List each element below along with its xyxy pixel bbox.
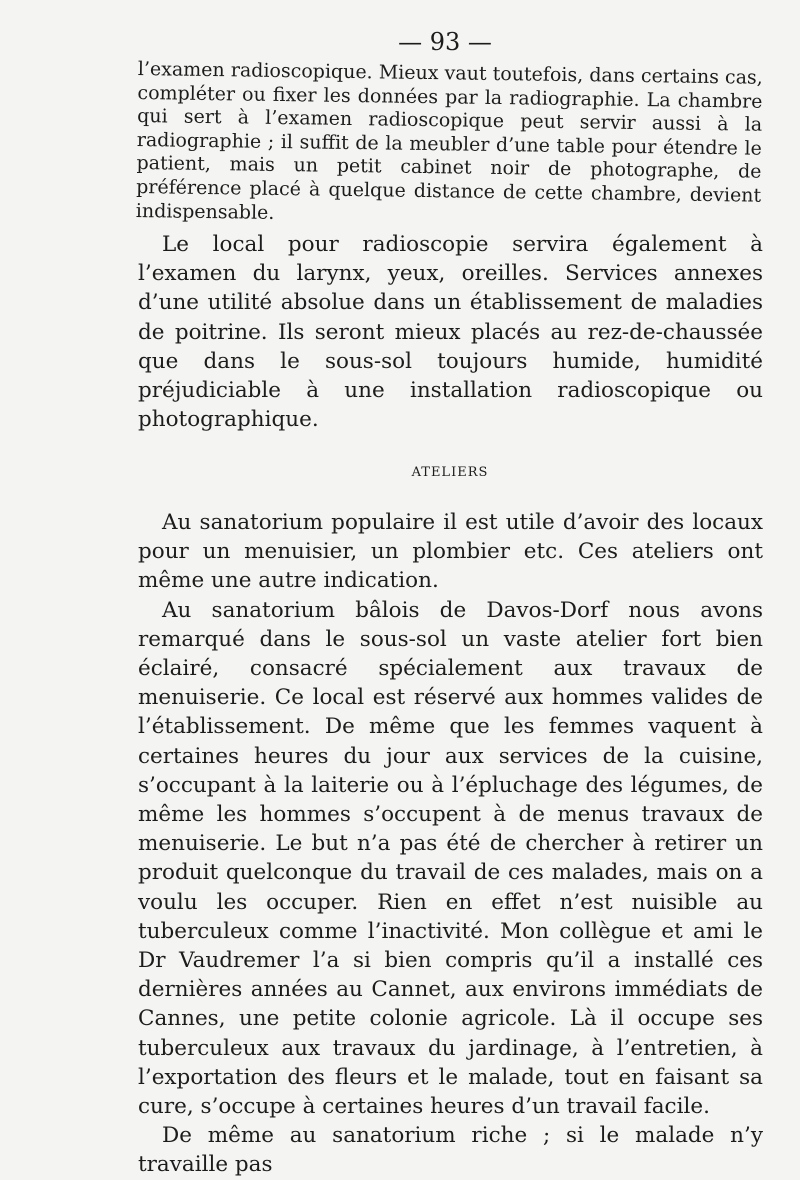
- ateliers-section: [138, 508, 763, 1180]
- ateliers-paragraph-1: Au sanatorium populaire il est utile d’avoir des locaux pour un menuisier, un plombier etc. Ces ateliers ont même une autre indication.: [138, 510, 763, 594]
- page-number: — 93 —: [398, 28, 492, 56]
- radioscopy-paragraph: Le local pour radioscopie servira également à l’examen du larynx, yeux, oreilles. Services annexes d’une utilité absolue dans un établissement de maladies de poitrine. Ils seront mieux placés au rez-de-chaussée que dans le sous-sol toujours humide, humidité préjudiciable à une installation radioscopique ou photographique.: [138, 232, 763, 433]
- radioscopy-paragraph-block: [138, 230, 763, 434]
- continued-paragraph-block: [136, 58, 763, 232]
- ateliers-paragraph-3: De même au sanatorium riche ; si le malade n’y travaille pas: [138, 1123, 763, 1178]
- ateliers-paragraph-2: Au sanatorium bâlois de Davos-Dorf nous avons remarqué dans le sous-sol un vaste atelier fort bien éclairé, consacré spécialement aux travaux de menuiserie. Ce local est réservé aux hommes valides de l’établissement. De même que les femmes vaquent à certaines heures du jour aux services de la cuisine, s’occupant à la laiterie ou à l’épluchage des légumes, de même les hommes s’occupent à de menus travaux de menuiserie. Le but n’a pas été de chercher à retirer un produit quelconque du travail de ces malades, mais on a voulu les occuper. Rien en effet n’est nuisible au tuberculeux comme l’inactivité. Mon collègue et ami le Dr Vaudremer l’a si bien compris qu’il a installé ces dernières années au Cannet, aux environs immédiats de Cannes, une petite colonie agricole. Là il occupe ses tuberculeux aux travaux du jardinage, à l’entretien, à l’exportation des fleurs et le malade, tout en faisant sa cure, s’occupe à certaines heures d’un travail facile.: [138, 597, 763, 1120]
- continued-paragraph: l’examen radioscopique. Mieux vaut toutefois, dans certains cas, compléter ou fixer les données par la radiographie. La chambre qui sert à l’examen radioscopique peut servir aussi à la radiographie ; il suffit de la meubler d’une table pour étendre le patient, mais un petit cabinet noir de photographe, de préférence placé à quelque distance de cette chambre, devient indispensable.: [135, 58, 763, 224]
- section-heading: ATELIERS: [411, 465, 489, 480]
